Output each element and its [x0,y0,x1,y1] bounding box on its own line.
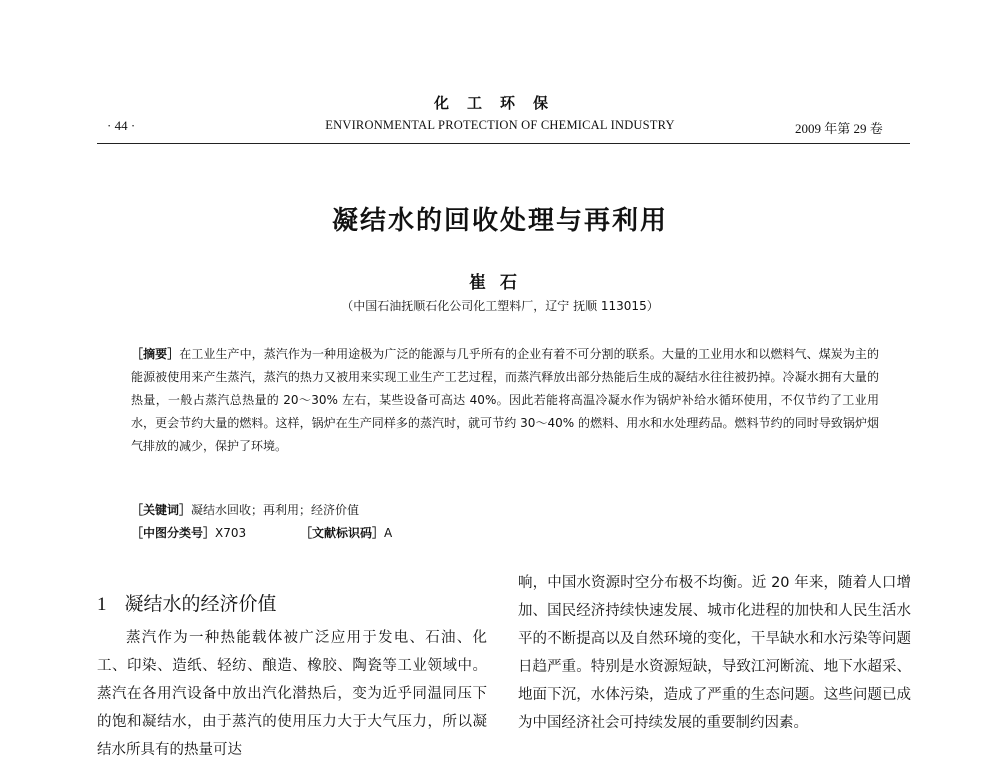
article-title: 凝结水的回收处理与再利用 [331,206,668,236]
class-value: X703 [215,526,247,540]
body-right-column: 响，中国水资源时空分布极不均衡。近 20 年来，随着人口增加、国民经济持续快速发展、城市化进程的加快和人民生活水平的不断提高以及自然环境的变化，干旱缺水和水污染等问题日趋严重。特别是水资源短缺，导致江河断流、地下水超采、地面下沉，水体污染，造成了严重的生态问题。这些问题已成为中国经济社会可持续发展的重要制约因素。 [518,575,911,731]
header-rule [97,143,910,144]
keywords-label: ［关键词］ [131,503,192,517]
class-label: ［中图分类号］ [131,526,216,540]
page-number: · 44 · [107,118,136,133]
classification [131,522,392,545]
docid-label: ［文献标识码］ [299,526,384,540]
abstract [131,343,879,458]
section-title: 凝结水的经济价值 [124,593,277,615]
section-number: 1 [97,594,107,615]
keywords-text: 凝结水回收；再利用；经济价值 [191,503,360,517]
docid-value: A [383,526,393,540]
volume-info: 2009 年第 29 卷 [795,121,883,136]
section-heading [97,589,277,616]
keywords [131,499,359,522]
journal-title-cn: 化工环保 [433,94,566,112]
affiliation: （中国石油抚顺石化公司化工塑料厂，辽宁 抚顺 113015） [341,299,659,313]
abstract-label: ［摘要］ [131,347,180,361]
journal-title-en: ENVIRONMENTAL PROTECTION OF CHEMICAL INDUSTRY [325,118,675,132]
body-left-column: 蒸汽作为一种热能载体被广泛应用于发电、石油、化工、印染、造纸、轻纺、酿造、橡胶、陶瓷等工业领域中。蒸汽在各用汽设备中放出汽化潜热后，变为近乎同温同压下的饱和凝结水，由于蒸汽的使用压力大于大气压力，所以凝结水所具有的热量可达 [97,630,487,758]
author: 崔石 [469,273,531,293]
abstract-text: 在工业生产中，蒸汽作为一种用途极为广泛的能源与几乎所有的企业有着不可分割的联系。大量的工业用水和以燃料气、煤炭为主的能源被使用来产生蒸汽，蒸汽的热力又被用来实现工业生产工艺过程，而蒸汽释放出部分热能后生成的凝结水往往被扔掉。冷凝水拥有大量的热量，一般占蒸汽总热量的 20～30% 左右，某些设备可高达 40%。因此若能将高温冷凝水作为锅炉补给水循环使用，不仅节约了工业用水，更会节约大量的燃料。这样，锅炉在生产同样多的蒸汽时，就可节约 30～40% 的燃料、用水和水处理药品。燃料节约的同时导致锅炉烟气排放的减少，保护了环境。 [131,347,879,453]
